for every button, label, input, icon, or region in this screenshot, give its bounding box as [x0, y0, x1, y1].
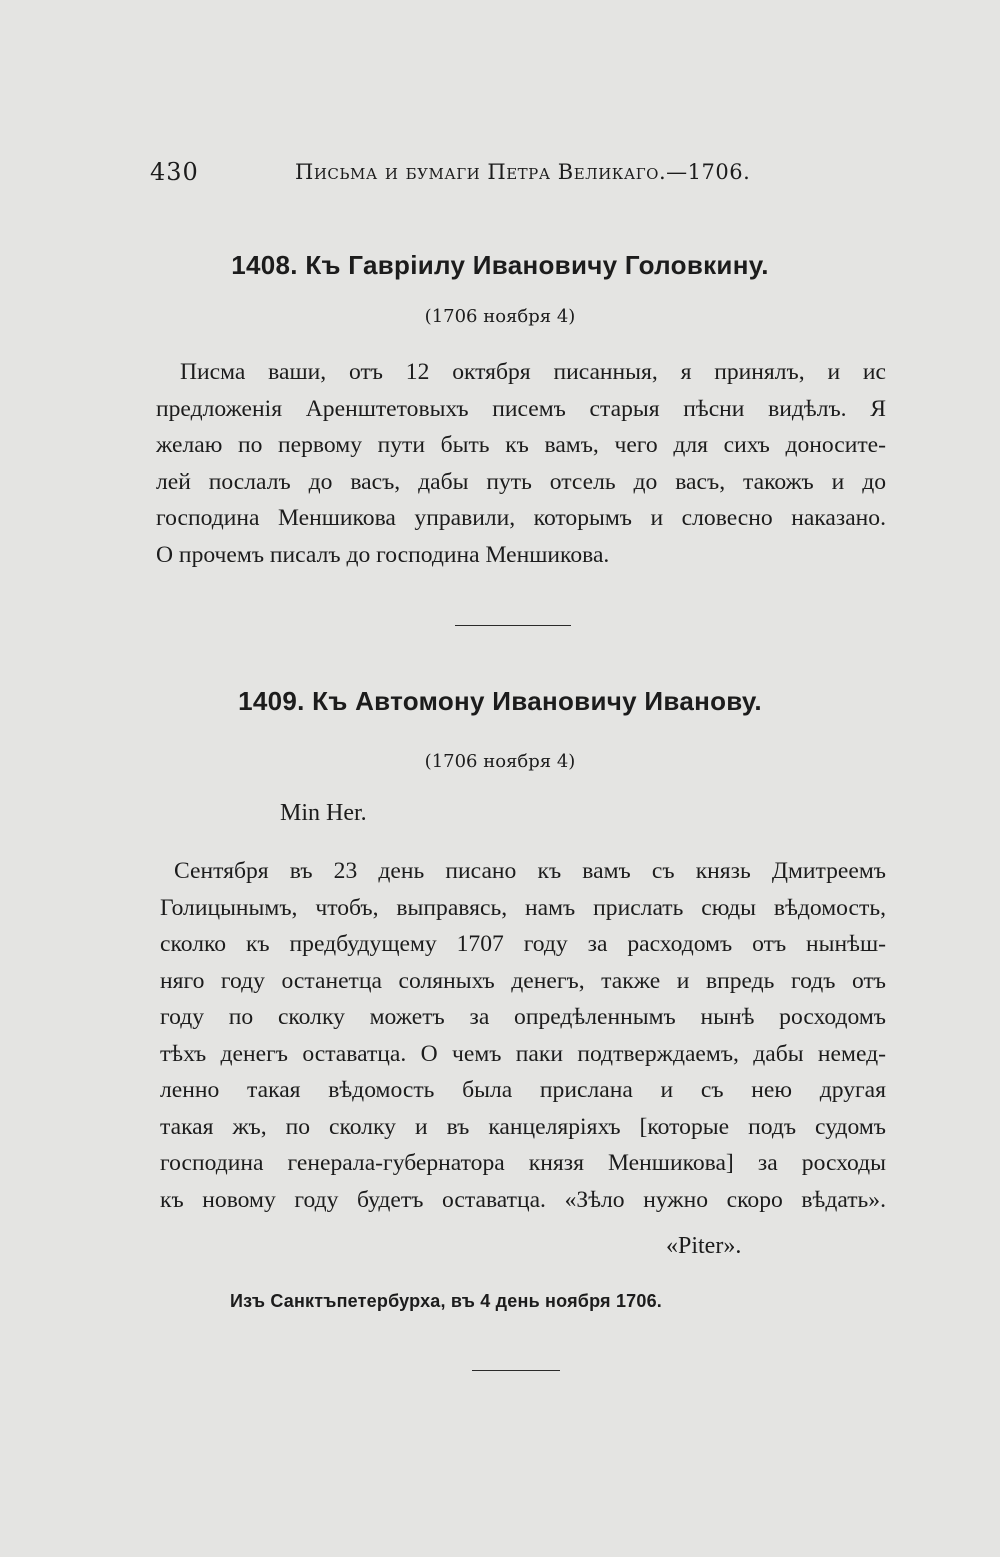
page-number: 430 [150, 158, 199, 186]
text-line: тѣхъ денегъ оставатца. О чемъ паки подтверждаемъ, дабы немед- [160, 1040, 886, 1067]
text-line: О прочемъ писалъ до господина Меншикова. [156, 541, 610, 568]
place-date-line: Изъ Санктъпетербурха, въ 4 день ноября 1706. [230, 1291, 662, 1311]
text-line: сколко къ предбудущему 1707 году за расходомъ отъ нынѣш- [160, 931, 886, 957]
running-title: Письма и бумаги Петра Великаго.—1706. [295, 160, 751, 184]
text-line: предложенія Аренштетовыхъ писемъ старыя пѣсни видѣлъ. Я [156, 395, 886, 422]
section-divider [472, 1370, 560, 1371]
letter-1409-body [160, 853, 886, 1218]
text-line: желаю по первому пути быть къ вамъ, чего для сихъ доносите- [156, 432, 886, 458]
running-header [150, 158, 890, 194]
letter-1408-date: (1706 ноября 4) [424, 306, 576, 327]
text-line: господина Меншикова управили, которымъ и словесно наказано. [156, 505, 886, 531]
letter-1409-date: (1706 ноября 4) [424, 751, 576, 772]
text-line: Сентября въ 23 день писано къ вамъ съ князь Дмитреемъ [174, 858, 886, 884]
section-divider [455, 625, 571, 626]
text-line: къ новому году будетъ оставатца. «Зѣло нужно скоро вѣдать». [160, 1186, 886, 1213]
letter-1408-heading: 1408. Къ Гавріилу Ивановичу Головкину. [231, 250, 769, 280]
text-line: году по сколку можетъ за опредѣленнымъ нынѣ росходомъ [160, 1004, 886, 1030]
signature: «Piter». [666, 1233, 742, 1259]
text-line: Голицынымъ, чтобъ, выправясь, намъ прислать сюды вѣдомость, [160, 894, 886, 921]
text-line: такая жъ, по сколку и въ канцеляріяхъ [которые подъ судомъ [160, 1113, 886, 1140]
text-line: лей послалъ до васъ, дабы путь отсель до васъ, такожъ и до [156, 468, 886, 495]
text-line: Писма ваши, отъ 12 октября писанныя, я принялъ, и ис [180, 359, 886, 385]
letter-1408-body [156, 354, 886, 573]
text-line: няго году останетца соляныхъ денегъ, также и впредь годъ отъ [160, 967, 886, 994]
letter-1409-heading: 1409. Къ Автомону Ивановичу Иванову. [238, 686, 762, 716]
salutation: Min Her. [280, 800, 367, 826]
text-line: господина генерала-губернатора князя Меншикова] за росходы [160, 1150, 886, 1176]
text-line: ленно такая вѣдомость была прислана и съ нею другая [160, 1077, 886, 1103]
